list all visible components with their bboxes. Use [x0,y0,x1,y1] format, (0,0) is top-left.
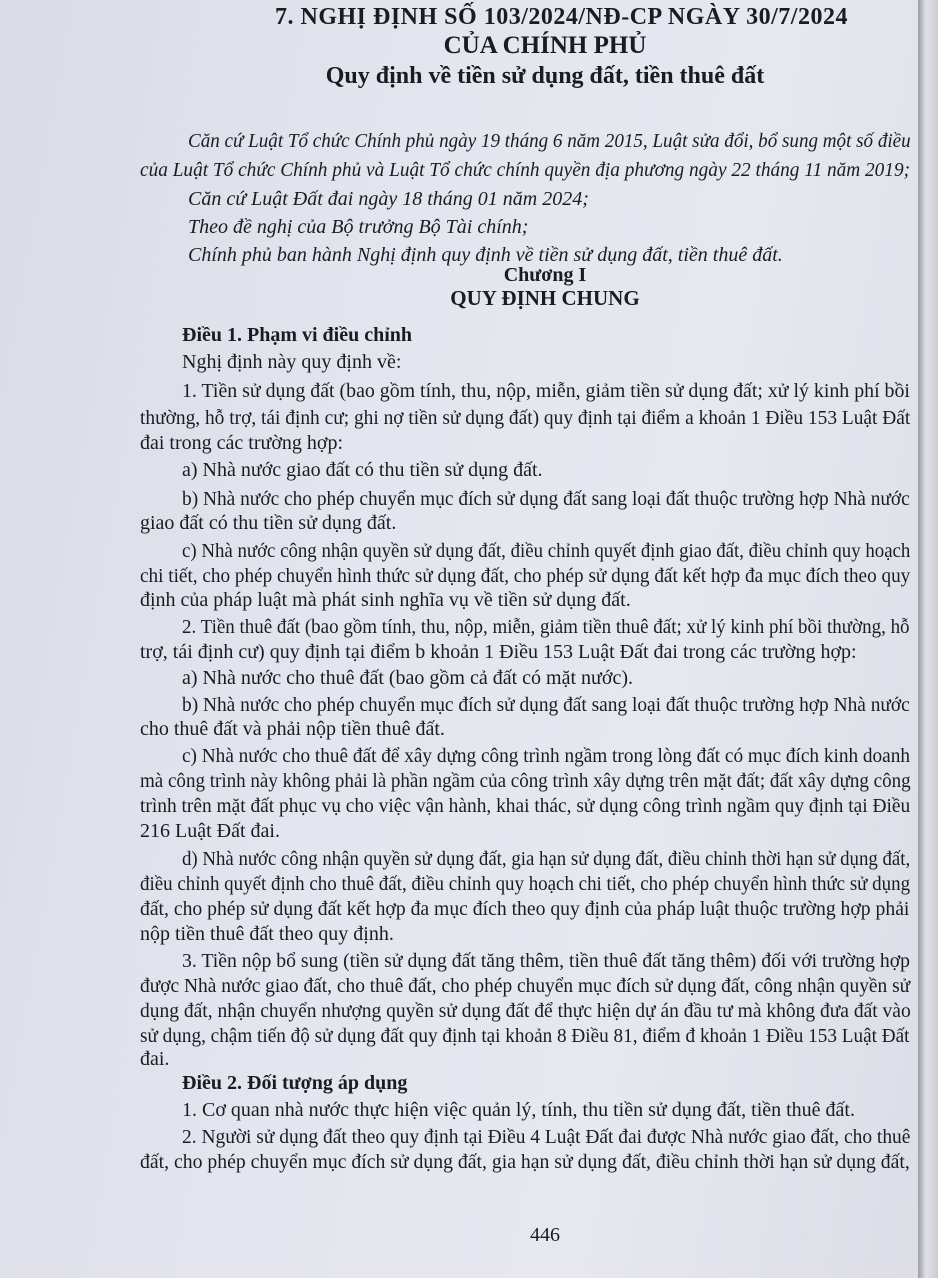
page-number: 446 [530,1224,560,1246]
article-1-line: c) Nhà nước cho thuê đất để xây dựng công trình ngầm trong lòng đất có mục đích kinh doanh [182,745,910,767]
chapter-number: Chương I [503,264,587,286]
article-1-line: Nghị định này quy định về: [182,351,402,373]
article-1-line: đất, cho phép sử dụng đất kết hợp đa mục đích theo quy định của pháp luật thuộc trường hợp phải [140,898,910,920]
article-1-line: trình trên mặt đất phục vụ cho việc vận hành, khai thác, sử dụng công trình ngầm quy định tại Điều [140,795,911,817]
article-1-line: b) Nhà nước cho phép chuyển mục đích sử dụng đất sang loại đất thuộc trường hợp Nhà nước [182,488,910,510]
article-2-line: đất, cho phép chuyển mục đích sử dụng đất, gia hạn sử dụng đất, điều chỉnh thời hạn sử dụng đất, [140,1151,910,1173]
article-1-line: 3. Tiền nộp bổ sung (tiền sử dụng đất tăng thêm, tiền thuê đất tăng thêm) đối với trường hợp [182,950,911,972]
article-1-line: cho thuê đất và phải nộp tiền thuê đất. [140,718,445,740]
article-1-line: a) Nhà nước cho thuê đất (bao gồm cả đất có mặt nước). [182,667,633,689]
chapter-title: QUY ĐỊNH CHUNG [450,286,640,310]
article-1-line: nộp tiền thuê đất theo quy định. [140,923,394,945]
article-1-line: đai. [140,1048,170,1070]
article-1-line: 2. Tiền thuê đất (bao gồm tính, thu, nộp, miễn, giảm tiền thuê đất; xử lý kinh phí bồi thường, hỗ [182,616,910,638]
article-1-line: mà công trình này không phải là phần ngầm của công trình xây dựng trên mặt đất; đất xây dựng công [140,770,911,792]
article-1-line: sử dụng, chậm tiến độ sử dụng đất quy định tại khoản 8 Điều 81, điểm đ khoản 1 Điều 153 Luật Đất [140,1025,910,1047]
decree-subject: Quy định về tiền sử dụng đất, tiền thuê đất [325,63,765,89]
article-1-line: b) Nhà nước cho phép chuyển mục đích sử dụng đất sang loại đất thuộc trường hợp Nhà nước [182,694,910,716]
decree-title: 7. NGHỊ ĐỊNH SỐ 103/2024/NĐ-CP NGÀY 30/7/2024 [275,4,848,30]
article-1-line: a) Nhà nước giao đất có thu tiền sử dụng đất. [182,459,543,481]
article-1-line: 216 Luật Đất đai. [140,820,280,842]
preamble-line: của Luật Tổ chức Chính phủ và Luật Tổ chức chính quyền địa phương ngày 22 tháng 11 năm 2019; [140,159,911,181]
preamble-line: Theo đề nghị của Bộ trưởng Bộ Tài chính; [188,216,529,238]
article-1-line: điều chỉnh quyết định cho thuê đất, điều chỉnh quy hoạch chi tiết, cho phép chuyển hình thức sử dụng [140,873,911,895]
article-1-heading: Điều 1. Phạm vi điều chỉnh [182,324,413,346]
preamble-line: Căn cứ Luật Đất đai ngày 18 tháng 01 năm 2024; [188,188,589,210]
article-1-line: chi tiết, cho phép chuyển hình thức sử dụng đất, cho phép sử dụng đất kết hợp đa mục đích theo quy [140,565,911,587]
article-1-line: d) Nhà nước công nhận quyền sử dụng đất, gia hạn sử dụng đất, điều chỉnh thời hạn sử dụng đất, [182,848,911,870]
preamble-line: Chính phủ ban hành Nghị định quy định về tiền sử dụng đất, tiền thuê đất. [188,244,783,266]
article-1-line: giao đất có thu tiền sử dụng đất. [140,512,397,534]
preamble-line: Căn cứ Luật Tổ chức Chính phủ ngày 19 tháng 6 năm 2015, Luật sửa đổi, bổ sung một số điều [188,130,911,152]
article-1-line: thường, hỗ trợ, tái định cư; ghi nợ tiền sử dụng đất) quy định tại điểm a khoản 1 Điều 153 Luật Đất [140,407,911,429]
page-content [140,0,918,1278]
decree-issuer: CỦA CHÍNH PHỦ [443,32,647,59]
adjacent-page-edge [918,0,938,1278]
article-1-line: 1. Tiền sử dụng đất (bao gồm tính, thu, nộp, miễn, giảm tiền sử dụng đất; xử lý kinh phí bồi [182,380,910,402]
article-1-line: định của pháp luật mà phát sinh nghĩa vụ về tiền sử dụng đất. [140,589,631,611]
article-1-line: c) Nhà nước công nhận quyền sử dụng đất, điều chỉnh quyết định giao đất, điều chỉnh quy hoạch [182,540,911,562]
article-2-line: 1. Cơ quan nhà nước thực hiện việc quản lý, tính, thu tiền sử dụng đất, tiền thuê đất. [182,1099,855,1121]
article-1-line: đai trong các trường hợp: [140,432,344,454]
article-1-line: được Nhà nước giao đất, cho thuê đất, cho phép chuyển mục đích sử dụng đất, công nhận quyền sử [140,975,911,997]
article-1-line: trợ, tái định cư) quy định tại điểm b khoản 1 Điều 153 Luật Đất đai trong các trường hợp: [140,641,857,663]
article-1-line: dụng đất, nhận chuyển nhượng quyền sử dụng đất để thực hiện dự án đầu tư mà không đưa đất vào [140,1000,911,1022]
article-2-line: 2. Người sử dụng đất theo quy định tại Điều 4 Luật Đất đai được Nhà nước giao đất, cho thuê [182,1126,911,1148]
article-2-heading: Điều 2. Đối tượng áp dụng [182,1072,408,1094]
